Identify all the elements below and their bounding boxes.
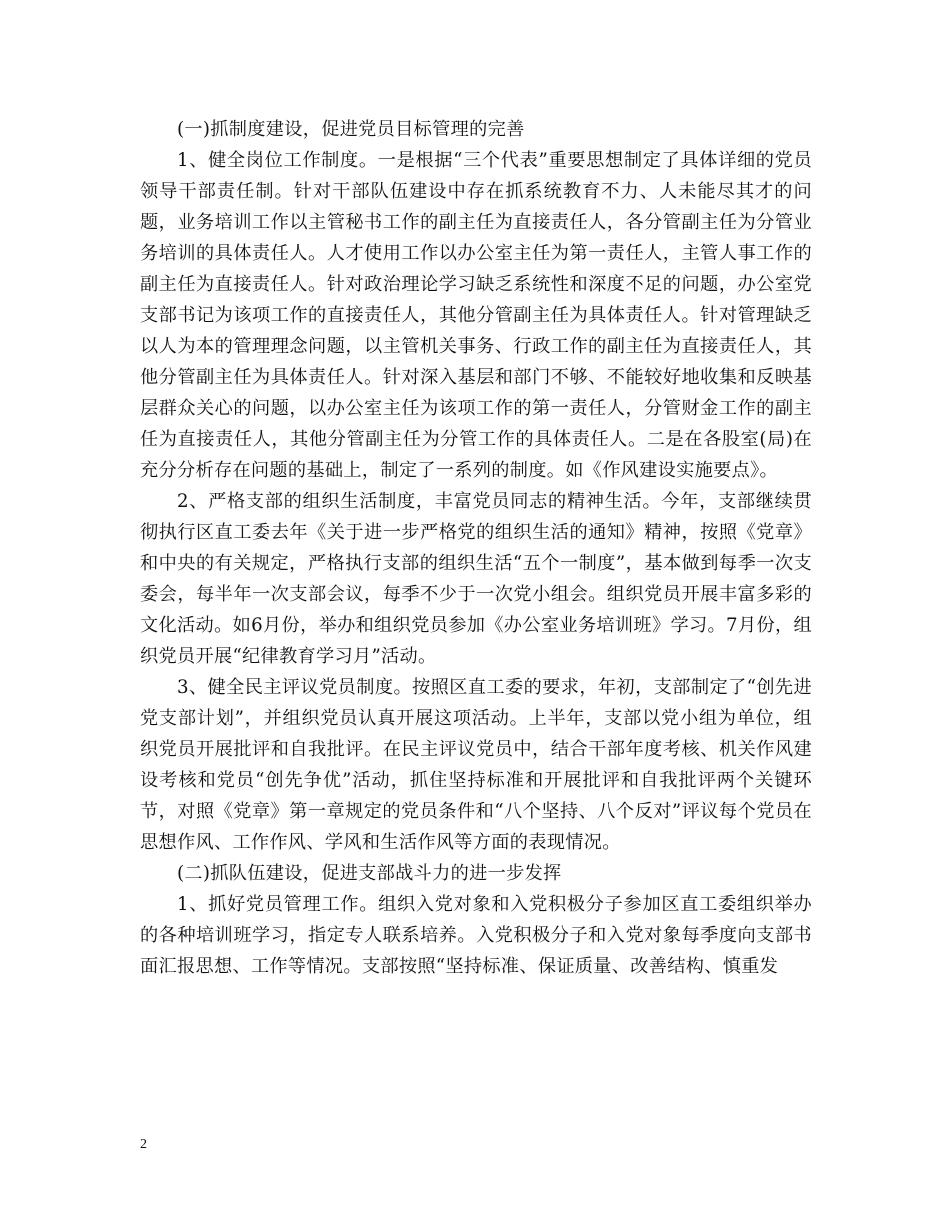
paragraph-member-management: 1、抓好党员管理工作。组织入党对象和入党积极分子参加区直工委组织举办的各种培训班学习，指定专人联系培养。入党积极分子和入党对象每季度向支部书面汇报思想、工作等情况。支部按照“坚持标准、保证质量、改善结构、慎重发 <box>140 894 812 977</box>
section-heading-1: (一)抓制度建设，促进党员目标管理的完善 <box>177 119 525 140</box>
paragraph-organization-life: 2、严格支部的组织生活制度，丰富党员同志的精神生活。今年，支部继续贯彻执行区直工委去年《关于进一步严格党的组织生活的通知》精神，按照《党章》和中央的有关规定，严格执行支部的组织生活“五个一制度”，基本做到每季一次支委会，每半年一次支部会议，每季不少于一次党小组会。组织党员开展丰富多彩的文化活动。如6月份，举办和组织党员参加《办公室业务培训班》学习。7月份，组织党员开展“纪律教育学习月”活动。 <box>140 491 812 667</box>
page-number: 2 <box>140 1137 147 1152</box>
paragraph-democratic-evaluation: 3、健全民主评议党员制度。按照区直工委的要求，年初，支部制定了“创先进党支部计划”，并组织党员认真开展这项活动。上半年，支部以党小组为单位，组织党员开展批评和自我批评。在民主评议党员中，结合干部年度考核、机关作风建设考核和党员“创先争优”活动，抓住坚持标准和开展批评和自我批评两个关键环节，对照《党章》第一章规定的党员条件和“八个坚持、八个反对”评议每个党员在思想作风、工作作风、学风和生活作风等方面的表现情况。 <box>140 677 812 853</box>
section-heading-2: (二)抓队伍建设，促进支部战斗力的进一步发挥 <box>177 863 562 884</box>
paragraph-job-responsibility: 1、健全岗位工作制度。一是根据“三个代表”重要思想制定了具体详细的党员领导干部责任制。针对干部队伍建设中存在抓系统教育不力、人未能尽其才的问题，业务培训工作以主管秘书工作的副主任为直接责任人，各分管副主任为分管业务培训的具体责任人。人才使用工作以办公室主任为第一责任人，主管人事工作的副主任为直接责任人。针对政治理论学习缺乏系统性和深度不足的问题，办公室党支部书记为该项工作的直接责任人，其他分管副主任为具体责任人。针对管理缺乏以人为本的管理理念问题，以主管机关事务、行政工作的副主任为直接责任人，其他分管副主任为具体责任人。针对深入基层和部门不够、不能较好地收集和反映基层群众关心的问题，以办公室主任为该项工作的第一责任人，分管财金工作的副主任为直接责任人，其他分管副主任为分管工作的具体责任人。二是在各股室(局)在充分分析存在问题的基础上，制定了一系列的制度。如《作风建设实施要点》。 <box>140 150 812 481</box>
document-body <box>140 114 812 982</box>
